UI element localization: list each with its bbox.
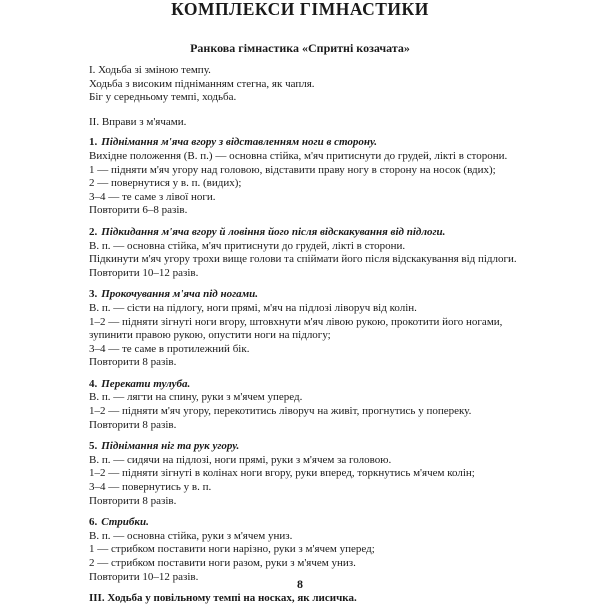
- exercise-title: [89, 288, 519, 302]
- exercise-number: 3.: [89, 288, 98, 301]
- text-line: Вихідне положення (В. п.) — основна стійка, м'яч притиснути до грудей, лікті в сторони.: [89, 149, 508, 162]
- exercise-title: [89, 136, 519, 150]
- exercise-title-text: Піднімання м'яча вгору з відставленням ноги в сторону.: [101, 136, 377, 149]
- exercise-title: [89, 440, 519, 454]
- exercise-title-text: Прокочування м'яча під ногами.: [101, 288, 259, 301]
- text-line: Підкинути м'яч угору трохи вище голови та спіймати його після відскакування від підлоги.: [89, 253, 517, 266]
- text-line: 1–2 — підняти зігнуті ноги вгору, штовхнути м'яч лівою рукою, прокотити його ногами, зупинити правою рукою, опустити ноги на підлогу;: [89, 315, 503, 342]
- text-line: Ходьба з високим підніманням стегна, як чапля.: [89, 77, 315, 90]
- exercise-number: 5.: [89, 440, 98, 453]
- exercise-number: 2.: [89, 225, 98, 238]
- text-line: 3–4 — те саме в протилежний бік.: [89, 342, 250, 355]
- text-line: В. п. — сидячи на підлозі, ноги прямі, руки з м'ячем за головою.: [89, 453, 392, 466]
- section-heading: ІІІ. Ходьба у повільному темпі на носках, як лисичка.: [89, 592, 357, 605]
- exercise-4: [89, 378, 519, 432]
- text-line: Біг у середньому темпі, ходьба.: [89, 91, 237, 104]
- text-line: 1–2 — підняти зігнуті в колінах ноги вгору, руки вперед, торкнутись м'ячем колін;: [89, 467, 475, 480]
- exercise-1: [89, 136, 519, 218]
- section-heading: І. Ходьба зі зміною темпу.: [89, 64, 211, 76]
- text-line: 1–2 — підняти м'яч угору, перекотитись ліворуч на живіт, прогнутись у поперeку.: [89, 405, 472, 418]
- text-line: 3–4 — повернутись у в. п.: [89, 481, 212, 494]
- document-body: [89, 64, 519, 606]
- text-line: 3–4 — те саме з лівої ноги.: [89, 190, 216, 203]
- text-line: В. п. — основна стійка, руки з м'ячем униз.: [89, 529, 293, 542]
- exercise-2: [89, 226, 519, 280]
- exercise-3: [89, 288, 519, 370]
- text-line: 1 — стрибком поставити ноги нарізно, руки з м'ячем уперед;: [89, 543, 375, 556]
- text-line: Повторити 8 разів.: [89, 494, 177, 507]
- page-number: 8: [297, 577, 303, 591]
- text-line: Повторити 10–12 разів.: [89, 570, 199, 583]
- exercise-6: [89, 516, 519, 584]
- exercise-title: [89, 226, 519, 240]
- exercise-title-text: Підкидання м'яча вгору й ловіння його після відскакування від підлоги.: [101, 225, 446, 238]
- text-line: В. п. — основна стійка, м'яч притиснути до грудей, лікті в сторони.: [89, 239, 406, 252]
- text-line: 2 — стрибком поставити ноги разом, руки з м'ячем униз.: [89, 557, 356, 569]
- text-line: В. п. — лягти на спину, руки з м'ячем уперед.: [89, 391, 303, 404]
- text-line: 2 — повернутися у в. п. (видих);: [89, 177, 242, 190]
- exercise-title-text: Піднімання ніг та рук угору.: [101, 440, 240, 453]
- exercise-title: [89, 378, 519, 392]
- text-line: 1 — підняти м'яч угору над головою, відставити праву ногу в сторону на носок (вдих);: [89, 163, 496, 176]
- exercise-title: [89, 516, 519, 530]
- page-title: КОМПЛЕКСИ ГІМНАСТИКИ: [171, 0, 429, 19]
- exercise-title-text: Стрибки.: [101, 516, 149, 529]
- text-line: Повторити 8 разів.: [89, 418, 177, 431]
- text-line: В. п. — сісти на підлогу, ноги прямі, м'яч на підлозі ліворуч від колін.: [89, 301, 417, 314]
- exercise-number: 6.: [89, 516, 98, 529]
- exercise-number: 1.: [89, 136, 98, 149]
- exercise-5: [89, 440, 519, 508]
- page-subtitle: Ранкова гімнастика «Спритні козачата»: [190, 41, 410, 55]
- text-line: Повторити 8 разів.: [89, 356, 177, 369]
- section-heading: ІІ. Вправи з м'ячами.: [89, 115, 187, 128]
- section-walking: [89, 64, 519, 105]
- exercise-number: 4.: [89, 377, 98, 390]
- exercise-title-text: Перекати тулуба.: [101, 377, 191, 390]
- text-line: Повторити 6–8 разів.: [89, 204, 188, 217]
- text-line: Повторити 10–12 разів.: [89, 266, 199, 279]
